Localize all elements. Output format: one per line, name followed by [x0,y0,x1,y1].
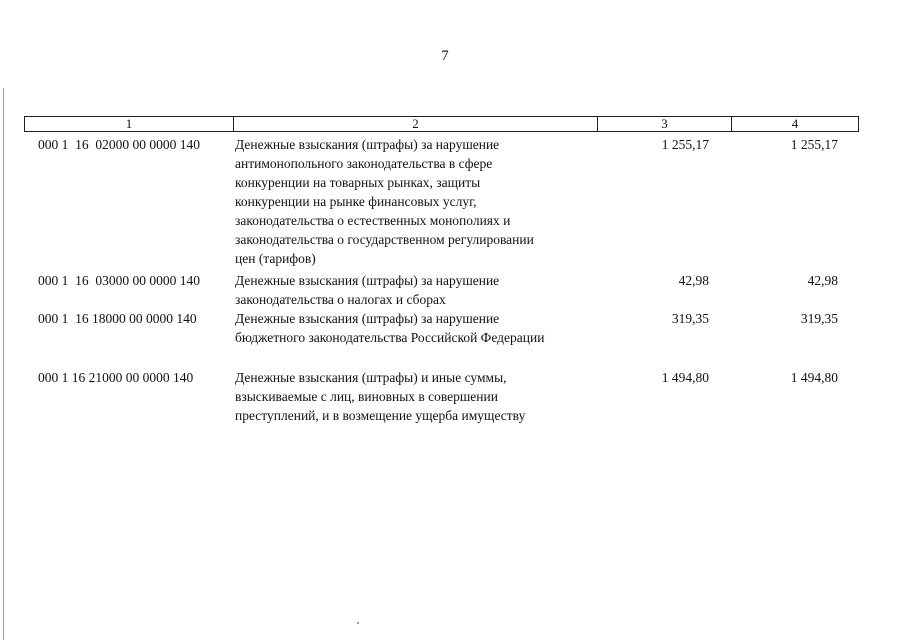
scan-speck [357,622,359,624]
description-line: конкуренции на рынке финансовых услуг, [235,194,477,209]
description-line: взыскиваемые с лиц, виновных в совершении [235,389,498,404]
value-col-3: 1 494,80 [661,370,709,385]
row-description [235,309,595,347]
page-number: 7 [441,48,449,64]
description-line: Денежные взыскания (штрафы) за нарушение [235,311,500,326]
header-col-1: 1 [25,117,234,131]
row-description [235,271,595,309]
description-line: законодательства о налогах и сборах [235,292,446,307]
value-col-4: 42,98 [807,273,838,288]
description-line: Денежные взыскания (штрафы) за нарушение [235,273,500,288]
description-line: цен (тарифов) [235,251,316,266]
row-description [235,368,595,425]
value-col-3: 42,98 [678,273,709,288]
table-header-row [24,116,859,132]
description-line: законодательства о естественных монополиях и [235,213,511,228]
header-col-3: 3 [598,117,732,131]
description-line: законодательства о государственном регулировании [235,232,534,247]
row-description [235,135,595,268]
budget-code: 000 1 16 18000 00 0000 140 [38,311,197,326]
budget-code: 000 1 16 02000 00 0000 140 [38,137,200,152]
value-col-3: 319,35 [671,311,709,326]
budget-code: 000 1 16 21000 00 0000 140 [38,370,194,385]
description-line: бюджетного законодательства Российской Федерации [235,330,545,345]
description-line: Денежные взыскания (штрафы) за нарушение [235,137,500,152]
description-line: Денежные взыскания (штрафы) и иные суммы, [235,370,507,385]
value-col-4: 1 494,80 [790,370,838,385]
description-line: конкуренции на товарных рынках, защиты [235,175,481,190]
header-col-2: 2 [234,117,598,131]
value-col-4: 1 255,17 [790,137,838,152]
scan-edge-line [3,88,4,640]
description-line: преступлений, и в возмещение ущерба имуществу [235,408,526,423]
header-col-4: 4 [791,116,799,131]
value-col-4: 319,35 [800,311,838,326]
description-line: антимонопольного законодательства в сфере [235,156,493,171]
value-col-3: 1 255,17 [661,137,709,152]
budget-code: 000 1 16 03000 00 0000 140 [38,273,200,288]
